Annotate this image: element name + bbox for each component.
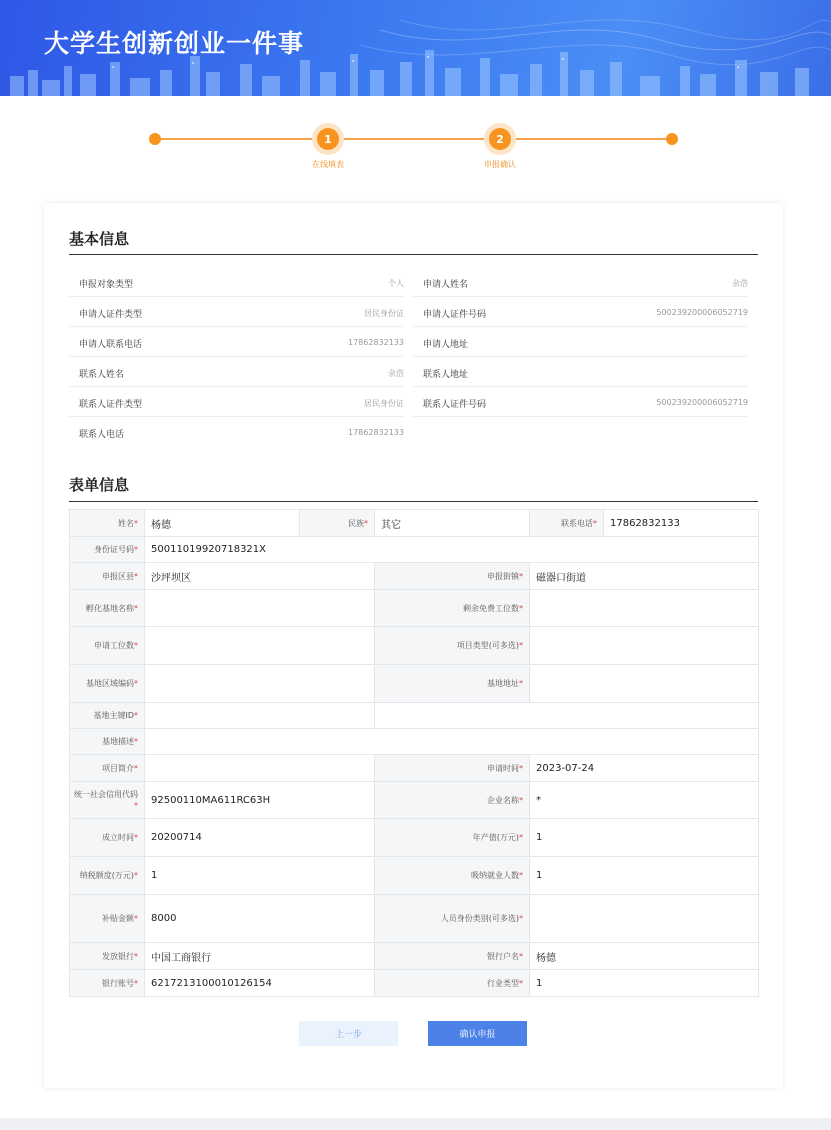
- table-row: [70, 665, 759, 703]
- info-label: 联系人地址: [423, 370, 469, 380]
- table-row: [70, 627, 759, 665]
- form-info-title: 表单信息: [69, 476, 130, 494]
- id-number-value: 50011019920718321X: [145, 537, 759, 563]
- area-code-value: [145, 665, 375, 703]
- info-row-applicant-address: [413, 327, 748, 357]
- page-title: 大学生创新创业一件事: [44, 29, 305, 58]
- info-row-apply-type: [69, 267, 404, 297]
- step-2-indicator: [484, 123, 516, 155]
- field-label: 年产值(万元)*: [375, 819, 530, 857]
- info-row-applicant-phone: [69, 327, 404, 357]
- account-number-value: 6217213100010126154: [145, 970, 375, 997]
- info-value: 17862832133: [348, 428, 404, 437]
- ethnic-value: 其它: [375, 510, 530, 537]
- info-value: 余浩: [388, 369, 404, 378]
- step-2-number: 2: [489, 128, 511, 150]
- field-label: 统一社会信用代码*: [70, 782, 145, 819]
- street-value: 磁器口街道: [530, 563, 759, 590]
- page-footer-strip: [0, 1118, 831, 1130]
- info-label: 申请人证件号码: [423, 310, 487, 320]
- basic-info-divider: [69, 254, 758, 255]
- district-value: 沙坪坝区: [145, 563, 375, 590]
- project-type-value: [530, 627, 759, 665]
- field-label: 成立时间*: [70, 819, 145, 857]
- info-label: 联系人电话: [79, 430, 125, 440]
- field-label: 基地地址*: [375, 665, 530, 703]
- step-1-number: 1: [317, 128, 339, 150]
- table-row: [70, 943, 759, 970]
- identity-type-value: [530, 895, 759, 943]
- info-label: 申请人姓名: [423, 280, 469, 290]
- field-label: 身份证号码*: [70, 537, 145, 563]
- apply-seats-value: [145, 627, 375, 665]
- info-label: 申报对象类型: [79, 280, 134, 290]
- field-label: 企业名称*: [375, 782, 530, 819]
- progress-steps: [0, 96, 831, 196]
- field-label: 申报区县*: [70, 563, 145, 590]
- info-value: 500239200006052719: [656, 308, 748, 317]
- bank-value: 中国工商银行: [145, 943, 375, 970]
- base-address-value: [530, 665, 759, 703]
- step-2-label: 申报确认: [484, 160, 516, 169]
- step-start-dot: [149, 133, 161, 145]
- field-label: 基地区域编码*: [70, 665, 145, 703]
- account-name-value: 杨德: [530, 943, 759, 970]
- empty-cell: [375, 703, 759, 729]
- field-label: 银行账号*: [70, 970, 145, 997]
- field-label: 申请时间*: [375, 755, 530, 782]
- field-label: 吸纳就业人数*: [375, 857, 530, 895]
- info-value: 17862832133: [348, 338, 404, 347]
- field-label: 孵化基地名称*: [70, 590, 145, 627]
- info-row-contact-name: [69, 357, 404, 387]
- field-label: 项目类型(可多选)*: [375, 627, 530, 665]
- name-value: 杨德: [145, 510, 300, 537]
- field-label: 申报街镇*: [375, 563, 530, 590]
- base-description-value: [145, 729, 759, 755]
- table-row: [70, 563, 759, 590]
- annual-output-value: 1: [530, 819, 759, 857]
- field-label: 民族*: [300, 510, 375, 537]
- credit-code-value: 92500110MA611RC63H: [145, 782, 375, 819]
- field-label: 人员身份类别(可多选)*: [375, 895, 530, 943]
- info-label: 申请人证件类型: [79, 310, 143, 320]
- field-label: 姓名*: [70, 510, 145, 537]
- table-row: [70, 590, 759, 627]
- form-info-divider: [69, 501, 758, 502]
- info-row-applicant-name: [413, 267, 748, 297]
- info-label: 联系人证件类型: [79, 400, 143, 410]
- info-label: 联系人证件号码: [423, 400, 487, 410]
- table-row: [70, 970, 759, 997]
- form-info-table: [69, 509, 759, 997]
- confirm-submit-button[interactable]: 确认申报: [428, 1021, 527, 1046]
- field-label: 银行户名*: [375, 943, 530, 970]
- phone-value: 17862832133: [604, 510, 759, 537]
- info-value: 500239200006052719: [656, 398, 748, 407]
- table-row: [70, 537, 759, 563]
- basic-info-title: 基本信息: [69, 230, 130, 248]
- info-row-applicant-id-number: [413, 297, 748, 327]
- field-label: 联系电话*: [530, 510, 604, 537]
- info-value: 居民身份证: [364, 399, 404, 408]
- previous-step-button[interactable]: 上一步: [299, 1021, 398, 1046]
- field-label: 发放银行*: [70, 943, 145, 970]
- field-label: 基地描述*: [70, 729, 145, 755]
- tax-amount-value: 1: [145, 857, 375, 895]
- field-label: 补贴金额*: [70, 895, 145, 943]
- info-value: 居民身份证: [364, 309, 404, 318]
- table-row: [70, 857, 759, 895]
- info-value: 余浩: [732, 279, 748, 288]
- table-row: [70, 819, 759, 857]
- info-row-contact-id-type: [69, 387, 404, 417]
- info-row-contact-address: [413, 357, 748, 387]
- info-label: 申请人地址: [423, 340, 469, 350]
- info-row-contact-phone: [69, 417, 404, 447]
- table-row: [70, 782, 759, 819]
- free-seats-value: [530, 590, 759, 627]
- header-banner: [0, 0, 831, 96]
- table-row: [70, 703, 759, 729]
- subsidy-amount-value: 8000: [145, 895, 375, 943]
- base-name-value: [145, 590, 375, 627]
- employment-count-value: 1: [530, 857, 759, 895]
- company-name-value: *: [530, 782, 759, 819]
- industry-type-value: 1: [530, 970, 759, 997]
- field-label: 纳税额度(万元)*: [70, 857, 145, 895]
- info-row-applicant-id-type: [69, 297, 404, 327]
- content-card: [44, 203, 783, 1088]
- step-1-indicator: [312, 123, 344, 155]
- table-row: [70, 729, 759, 755]
- project-intro-value: [145, 755, 375, 782]
- field-label: 剩余免费工位数*: [375, 590, 530, 627]
- info-label: 联系人姓名: [79, 370, 125, 380]
- info-value: 个人: [388, 279, 404, 288]
- table-row: [70, 510, 759, 537]
- found-date-value: 20200714: [145, 819, 375, 857]
- step-track: [155, 138, 673, 140]
- info-label: 申请人联系电话: [79, 340, 143, 350]
- step-1-label: 在线填表: [312, 160, 344, 169]
- field-label: 申请工位数*: [70, 627, 145, 665]
- field-label: 行业类型*: [375, 970, 530, 997]
- apply-time-value: 2023-07-24: [530, 755, 759, 782]
- base-key-value: [145, 703, 375, 729]
- field-label: 基地主键ID*: [70, 703, 145, 729]
- info-row-contact-id-number: [413, 387, 748, 417]
- table-row: [70, 895, 759, 943]
- table-row: [70, 755, 759, 782]
- step-end-dot: [666, 133, 678, 145]
- field-label: 项目简介*: [70, 755, 145, 782]
